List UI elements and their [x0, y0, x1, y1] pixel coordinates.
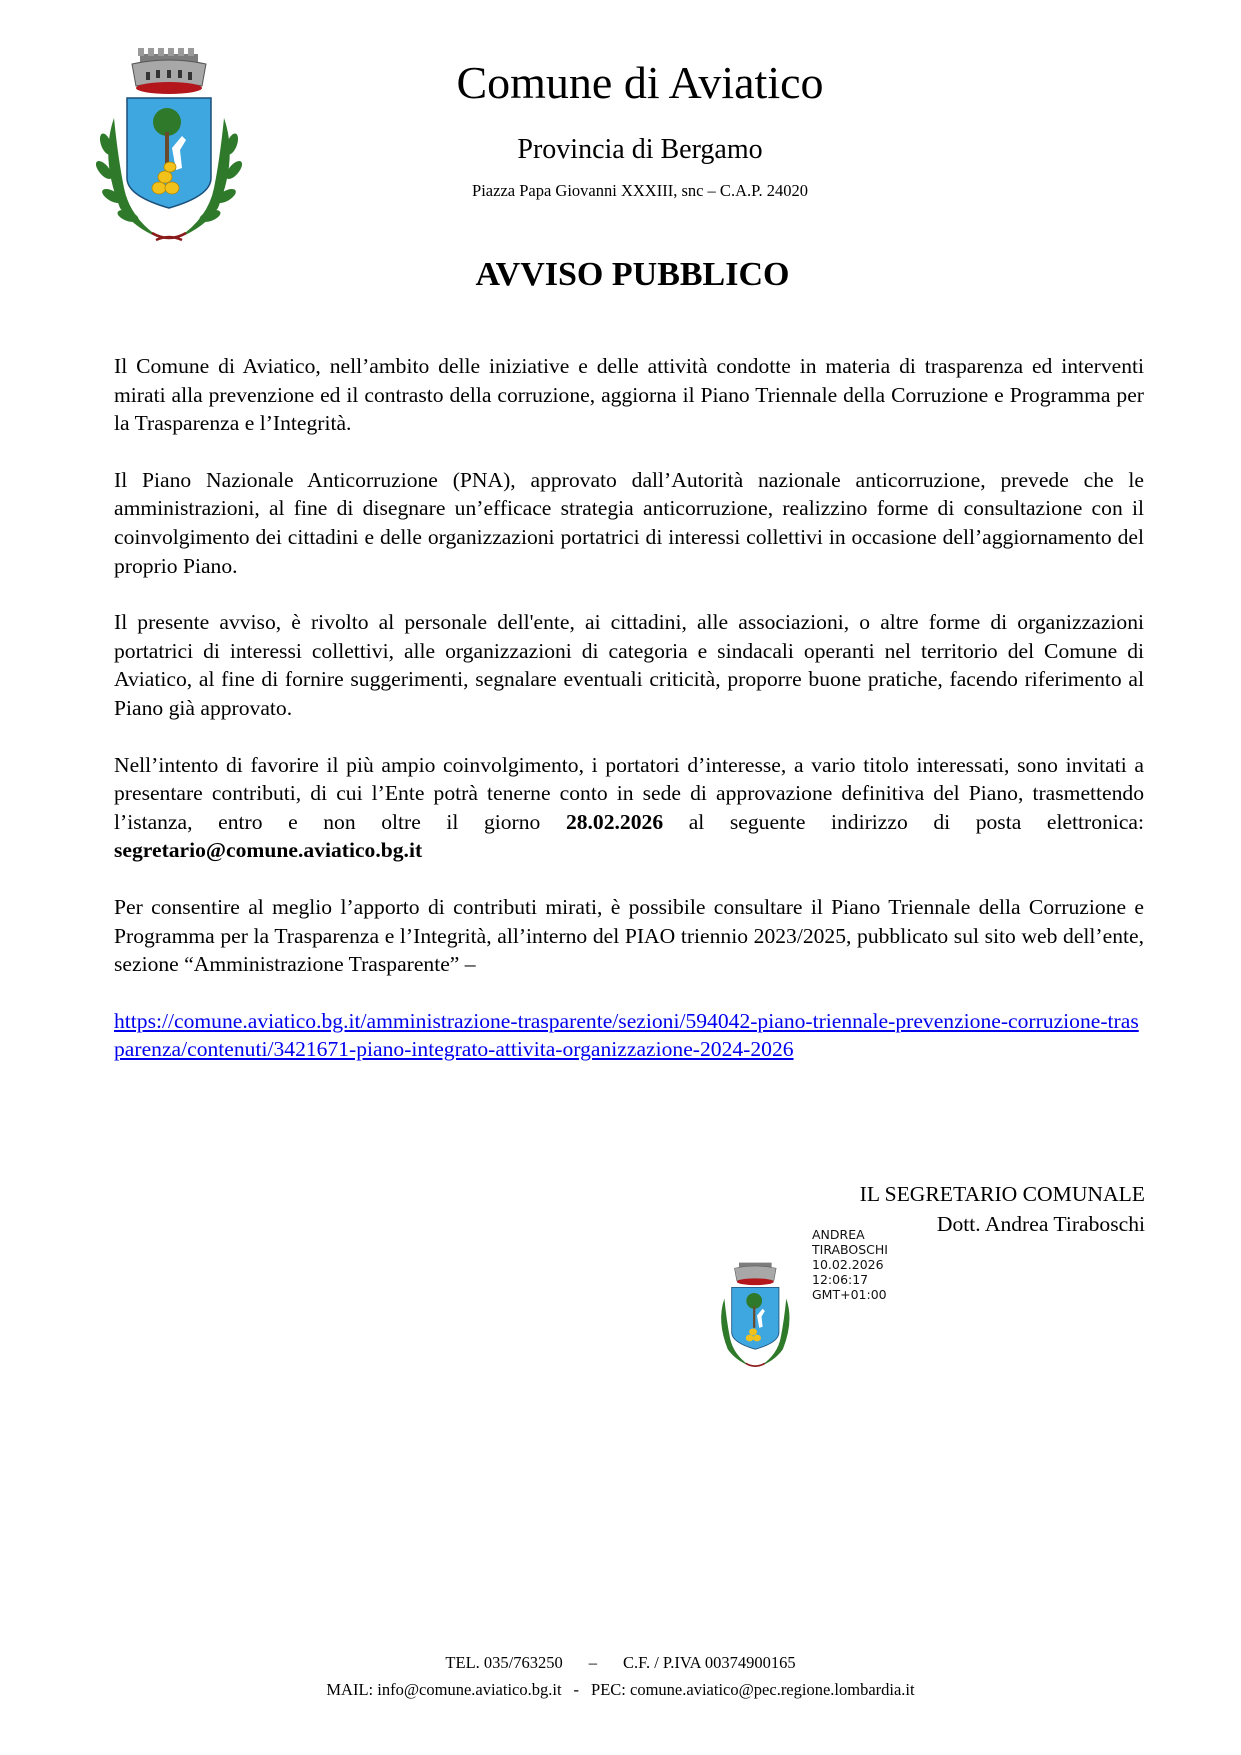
- paragraph-consult: Per consentire al meglio l’apporto di contributi mirati, è possibile consultare il Piano Triennale della Corruzione e Programma per la Trasparenza e l’Integrità, all’interno del PIAO triennio 2023/2025, pubblicato sul sito web dell’ente, sezione “Amministrazione Trasparente” –: [114, 894, 1144, 977]
- document-title: AVVISO PUBBLICO: [475, 256, 790, 293]
- signature-role: IL SEGRETARIO COMUNALE: [859, 1182, 1145, 1206]
- signature-crest-icon: [712, 1258, 802, 1373]
- province-name: Provincia di Bergamo: [517, 134, 763, 165]
- coat-of-arms-icon: [92, 48, 252, 248]
- digital-signature-stamp: ANDREA TIRABOSCHI 10.02.2026 12:06:17 GMT+01:00: [812, 1227, 888, 1302]
- deadline-date: 28.02.2026: [565, 809, 664, 834]
- paragraph-submission: Nell’intento di favorire il più ampio coinvolgimento, i portatori d’interesse, a vario titolo interessati, sono invitati a presentare contributi, di cui l’Ente potrà tenerne conto in sede di approvazione definitiva del Piano, trasmettendo l’istanza, entro e non oltre il giorno 28.02.2026 al seguente indirizzo di posta elettronica: segretario@comune.aviatico.bg.it: [114, 752, 1144, 863]
- paragraph-pna: Il Piano Nazionale Anticorruzione (PNA), approvato dall’Autorità nazionale anticorruzione, prevede che le amministrazioni, al fine di disegnare un’efficace strategia anticorruzione, realizzino forme di consultazione con il coinvolgimento dei cittadini e delle organizzazioni portatrici di interessi collettivi in occasione dell’aggiornamento del proprio Piano.: [114, 467, 1144, 578]
- footer-phone: TEL. 035/763250: [445, 1653, 563, 1672]
- org-address: Piazza Papa Giovanni XXXIII, snc – C.A.P. 24020: [472, 181, 808, 200]
- paragraph-link: [114, 1007, 1144, 1064]
- document-body: [114, 352, 1144, 1092]
- signature-name: Dott. Andrea Tiraboschi: [936, 1212, 1145, 1236]
- contact-email[interactable]: segretario@comune.aviatico.bg.it: [114, 838, 423, 863]
- paragraph-audience: Il presente avviso, è rivolto al personale dell'ente, ai cittadini, alle associazioni, o altre forme di organizzazioni portatrici di interessi collettivi, alle organizzazioni di categoria e sindacali operanti nel territorio del Comune di Aviatico, al fine di fornire suggerimenti, segnalare eventuali criticità, proporre buone pratiche, facendo riferimento al Piano già approvato.: [114, 610, 1144, 720]
- paragraph-intro: Il Comune di Aviatico, nell’ambito delle iniziative e delle attività condotte in materia di trasparenza ed interventi mirati alla prevenzione ed il contrasto della corruzione, aggiorna il Piano Triennale della Corruzione e Programma per la Trasparenza e l’Integrità.: [114, 354, 1144, 436]
- org-name: Comune di Aviatico: [456, 57, 824, 108]
- footer-mail[interactable]: MAIL: info@comune.aviatico.bg.it: [326, 1680, 562, 1699]
- footer-contact-line: TEL. 035/763250 – C.F. / P.IVA 00374900165: [445, 1653, 796, 1672]
- footer-email-line: MAIL: info@comune.aviatico.bg.it - PEC: comune.aviatico@pec.regione.lombardia.it: [326, 1680, 915, 1699]
- footer-pec[interactable]: PEC: comune.aviatico@pec.regione.lombardia.it: [591, 1680, 915, 1699]
- transparency-link[interactable]: https://comune.aviatico.bg.it/amministrazione-trasparente/sezioni/594042-piano-triennale-prevenzione-corruzione-trasparenza/contenuti/3421671-piano-integrato-attivita-organizzazione-2024-2026: [114, 1008, 1139, 1062]
- footer-vat: C.F. / P.IVA 00374900165: [622, 1653, 796, 1672]
